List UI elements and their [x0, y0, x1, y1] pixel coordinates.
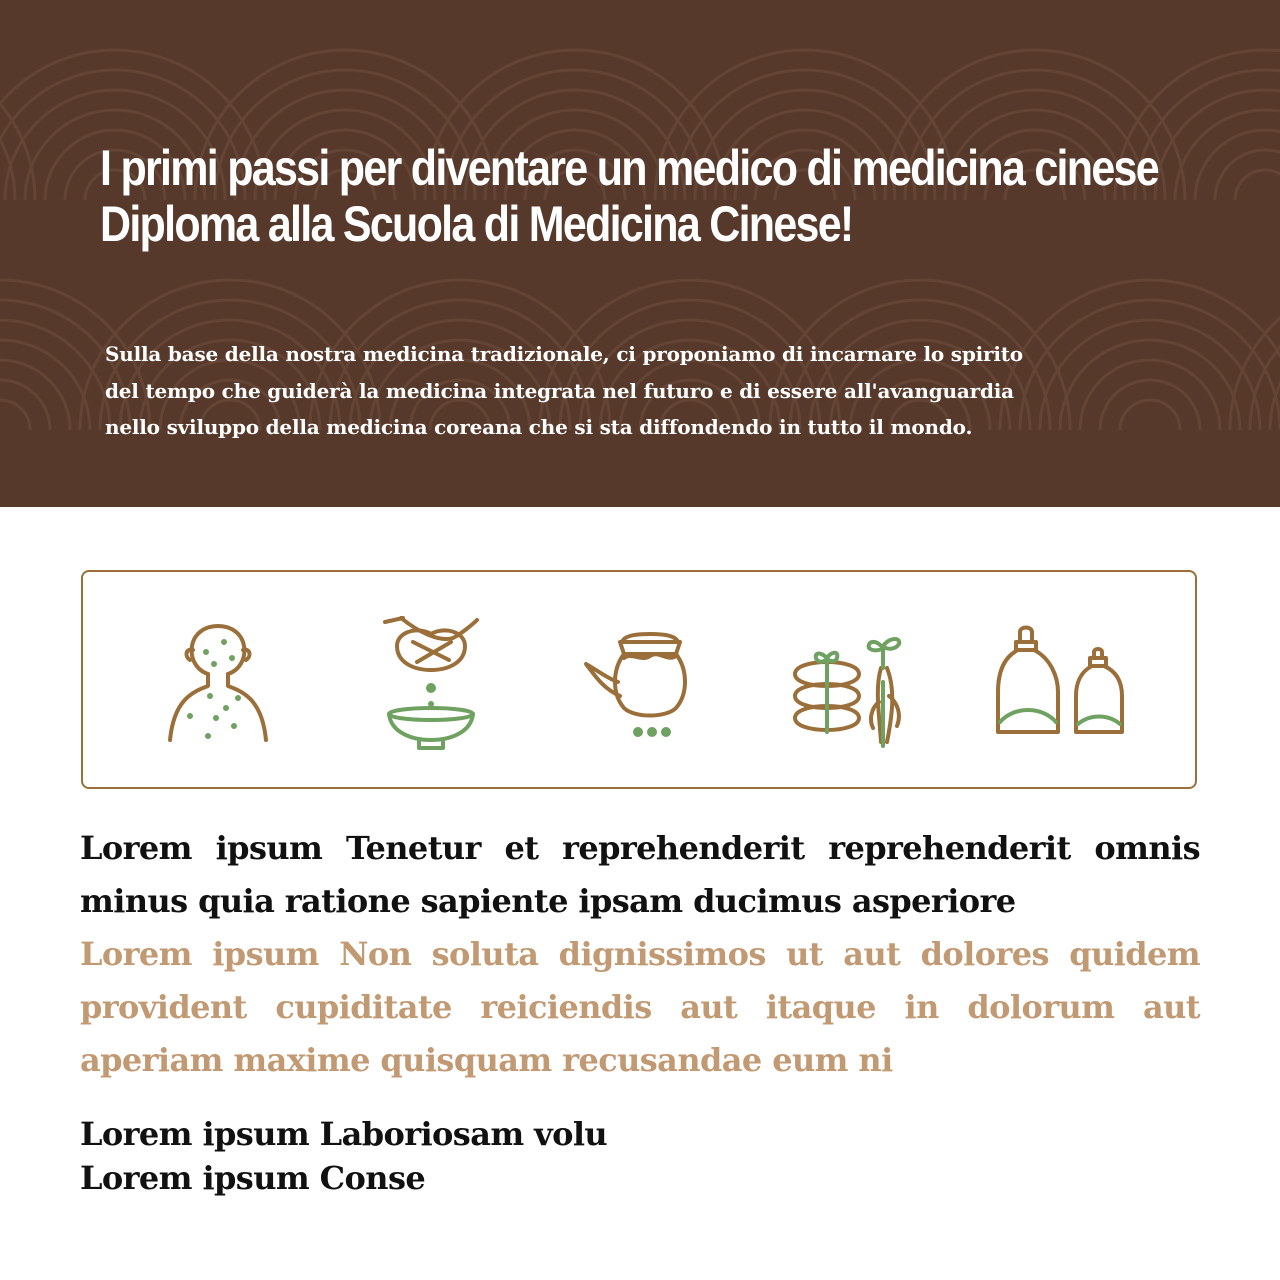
secondary-line-2: Lorem ipsum Conse	[80, 1159, 426, 1197]
body-points-icon	[150, 612, 290, 752]
wave-arc	[0, 380, 50, 430]
wave-arc	[0, 320, 110, 430]
wave-arc	[0, 50, 35, 200]
intro-tan-line-3: aperiam maxime quisquam recusandae eum ni	[80, 1041, 893, 1079]
ginseng-herbs-icon	[783, 612, 923, 752]
herbal-teapot-icon	[572, 612, 712, 752]
hero-description-line-2: del tempo che guiderà la medicina integrata nel futuro e di essere all'avanguardia	[105, 378, 1014, 403]
intro-tan-line-1: Lorem ipsum Non soluta dignissimos ut aut dolores quidem	[80, 935, 1200, 973]
icon-panel	[81, 570, 1197, 789]
intro-dark-line-2: minus quia ratione sapiente ipsam ducimus asperiore	[80, 882, 1016, 920]
wave-arc	[1235, 170, 1280, 200]
intro-paragraph	[80, 822, 1200, 1087]
wave-arc	[1175, 110, 1280, 200]
secondary-line-1: Lorem ipsum Laboriosam volu	[80, 1115, 608, 1153]
hero-title-line-1: I primi passi per diventare un medico di medicina cinese	[100, 140, 1158, 196]
hero-description	[105, 336, 1185, 446]
secondary-paragraph	[80, 1112, 1200, 1200]
hero-description-line-3: nello sviluppo della medicina coreana che si sta diffondendo in tutto il mondo.	[105, 415, 973, 439]
intro-tan-line-2: provident cupiditate reiciendis aut itaque in dolorum aut	[80, 988, 1200, 1026]
herbal-extract-icon	[361, 612, 501, 752]
hero-description-line-1: Sulla base della nostra medicina tradizionale, ci proponiamo di incarnare lo spirito	[105, 342, 1023, 366]
intro-dark-line-1: Lorem ipsum Tenetur et reprehenderit reprehenderit omnis	[80, 829, 1200, 867]
hero-banner	[0, 0, 1280, 507]
cupping-jars-icon	[994, 612, 1134, 752]
wave-arc	[0, 340, 90, 430]
wave-arc	[0, 400, 30, 430]
hero-title	[100, 140, 1158, 252]
wave-arc	[1250, 300, 1280, 430]
hero-title-line-2: Diploma alla Scuola di Medicina Cinese!	[100, 196, 853, 252]
